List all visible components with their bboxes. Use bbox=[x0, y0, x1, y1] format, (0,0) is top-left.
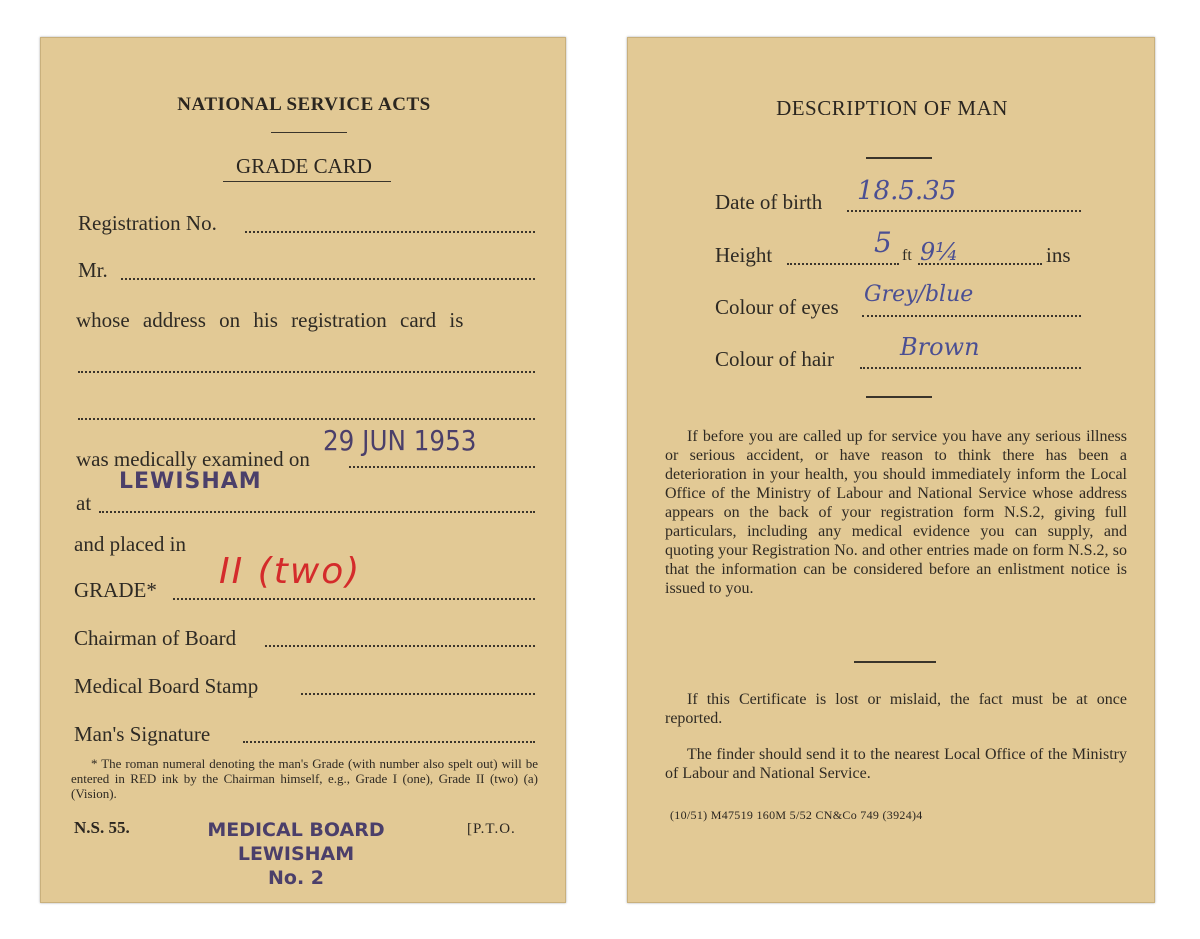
lost-paragraph: If this Certificate is lost or mislaid, the fact must be at once reported. bbox=[665, 691, 1127, 727]
examined-date-stamp: 29 JUN 1953 bbox=[323, 424, 477, 457]
form-number: N.S. 55. bbox=[74, 818, 130, 837]
address-label: whose address on his registration card is bbox=[76, 308, 464, 332]
stamp-label: Medical Board Stamp bbox=[74, 674, 259, 698]
height-ft-label: ft bbox=[902, 247, 912, 264]
chairman-line bbox=[265, 645, 535, 647]
registration-label: Registration No. bbox=[78, 211, 217, 235]
grade-line bbox=[173, 598, 535, 600]
section-rule-1 bbox=[866, 396, 932, 398]
medical-board-stamp bbox=[181, 818, 411, 890]
placed-label: and placed in bbox=[74, 532, 186, 556]
section-rule-2 bbox=[854, 661, 936, 663]
card-heading: DESCRIPTION OF MAN bbox=[776, 96, 1008, 120]
stamp-line-2: LEWISHAM bbox=[237, 843, 355, 865]
height-ft-value: 5 bbox=[874, 226, 892, 259]
dob-value: 18.5.35 bbox=[857, 176, 957, 206]
grade-card bbox=[40, 37, 566, 903]
footnote: * The roman numeral denoting the man's Grade (with number also spelt out) will be entered in RED ink by the Chairman himself, e.g., Grade I (one), Grade II (two) (a) (Vision). bbox=[71, 756, 538, 801]
notice-paragraph: If before you are called up for service you have any serious illness or serious accident, or have reason to think there has been a deterioration in your health, you should immediately inform the Local Office of the Ministry of Labour and National Service whose address appears on the back of your registration form N.S.2, giving full particulars, including any medical evidence you can supply, and quoting your Registration No. and other entries made on form N.S.2, so that the information can be considered before an enlistment notice is issued to you. bbox=[665, 428, 1127, 597]
height-ins-label: ins bbox=[1046, 243, 1071, 267]
at-line bbox=[99, 511, 535, 513]
stamp-line-3: No. 2 bbox=[267, 867, 324, 889]
hair-value: Brown bbox=[900, 333, 980, 361]
dob-label: Date of birth bbox=[715, 190, 823, 214]
signature-line bbox=[243, 741, 535, 743]
grade-handwritten: II (two) bbox=[219, 551, 362, 592]
location-stamp: LEWISHAM bbox=[119, 469, 262, 494]
hair-line bbox=[860, 367, 1081, 369]
grade-label: GRADE* bbox=[74, 578, 157, 602]
height-label: Height bbox=[715, 243, 773, 267]
finder-paragraph: The finder should send it to the nearest Local Office of the Ministry of Labour and National Service. bbox=[665, 746, 1127, 782]
eyes-label: Colour of eyes bbox=[715, 295, 839, 319]
at-label: at bbox=[76, 491, 92, 515]
card-heading: NATIONAL SERVICE ACTS bbox=[177, 94, 431, 115]
address-line-2 bbox=[78, 418, 535, 420]
hair-label: Colour of hair bbox=[715, 347, 834, 371]
description-card bbox=[627, 37, 1155, 903]
print-code: (10/51) M47519 160M 5/52 CN&Co 749 (3924)4 bbox=[670, 808, 923, 822]
registration-line bbox=[245, 231, 535, 233]
heading-rule bbox=[271, 132, 347, 133]
subheading-underline bbox=[223, 181, 391, 182]
height-ft-line bbox=[787, 263, 899, 265]
address-line-1 bbox=[78, 371, 535, 373]
heading-rule bbox=[866, 157, 932, 159]
pto-label: [P.T.O. bbox=[467, 821, 516, 837]
height-in-value: 9¼ bbox=[920, 238, 959, 266]
stamp-line bbox=[301, 693, 535, 695]
signature-label: Man's Signature bbox=[74, 722, 211, 746]
examined-label: was medically examined on bbox=[76, 447, 310, 471]
chairman-label: Chairman of Board bbox=[74, 626, 237, 650]
mr-label: Mr. bbox=[78, 258, 108, 282]
stamp-line-1: MEDICAL BOARD bbox=[207, 819, 385, 841]
eyes-value: Grey/blue bbox=[864, 282, 974, 307]
dob-line bbox=[847, 210, 1081, 212]
mr-line bbox=[121, 278, 535, 280]
examined-line bbox=[349, 466, 535, 468]
eyes-line bbox=[862, 315, 1081, 317]
card-subheading: GRADE CARD bbox=[236, 154, 372, 178]
